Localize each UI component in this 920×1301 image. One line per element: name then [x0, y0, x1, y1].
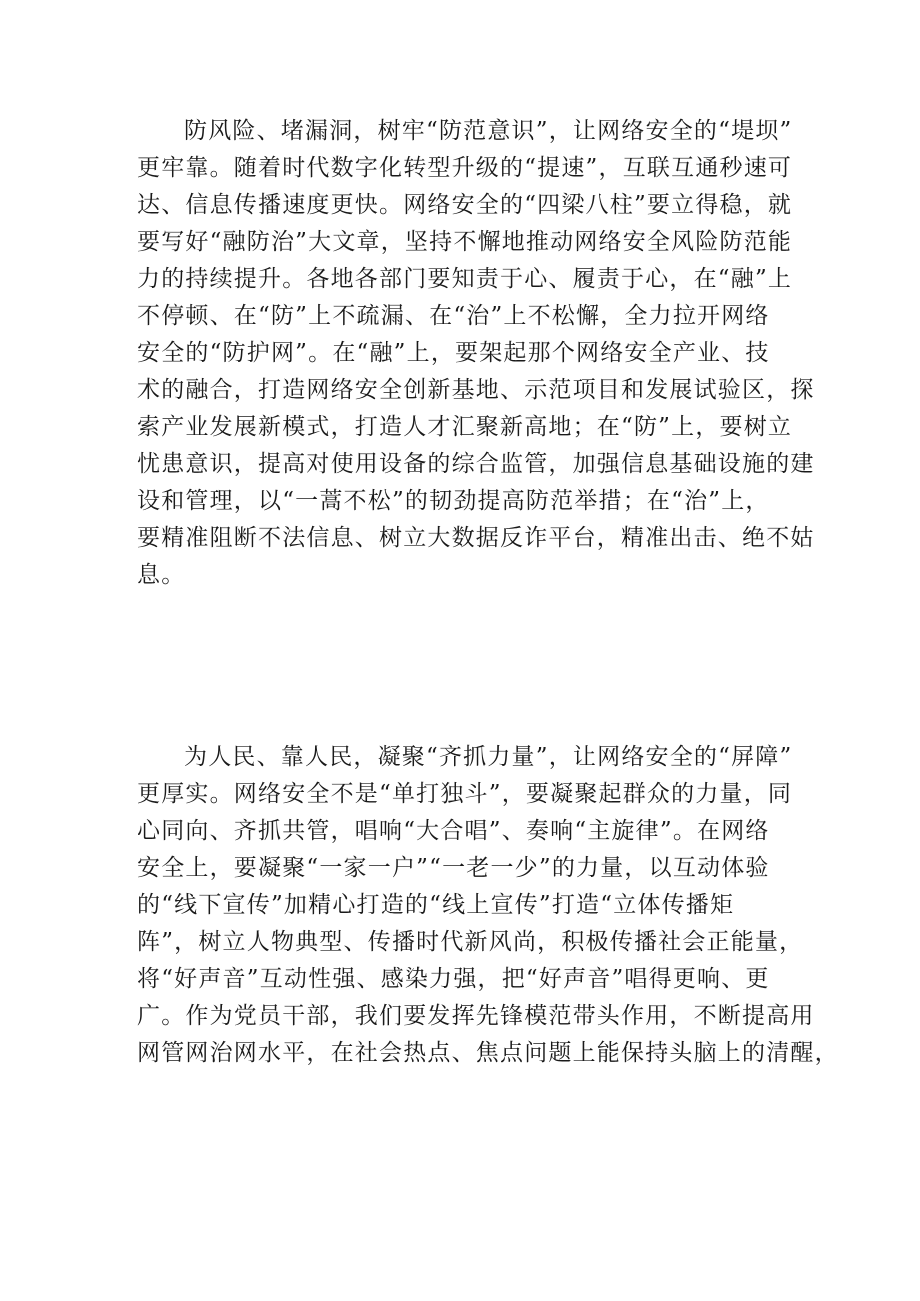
paragraph-line: 心同向、齐抓共管，唱响“大合唱”、奏响“主旋律”。在网络 [137, 818, 770, 844]
paragraph-line: 术的融合，打造网络安全创新基地、示范项目和发展试验区，探 [137, 377, 815, 403]
paragraph-line: 要精准阻断不法信息、树立大数据反诈平台，精准出击、绝不姑 [137, 525, 815, 551]
paragraph-line: 阵”，树立人物典型、传播时代新风尚，积极传播社会正能量， [137, 929, 804, 955]
paragraph-line: 忧患意识，提高对使用设备的综合监管，加强信息基础设施的建 [137, 451, 815, 477]
paragraph-line: 防风险、堵漏洞，树牢“防范意识”，让网络安全的“堤坝” [184, 118, 793, 144]
paragraph-line: 索产业发展新模式，打造人才汇聚新高地；在“防”上，要树立 [137, 414, 793, 440]
paragraph-line: 将“好声音”互动性强、感染力强，把“好声音”唱得更响、更 [137, 966, 770, 992]
paragraph-line: 达、信息传播速度更快。网络安全的“四梁八柱”要立得稳，就 [137, 192, 793, 218]
paragraph-line: 力的持续提升。各地各部门要知责于心、履责于心，在“融”上 [137, 266, 793, 292]
paragraph-line: 网管网治网水平，在社会热点、焦点问题上能保持头脑上的清醒， [137, 1040, 839, 1066]
paragraph-line: 设和管理，以“一蒿不松”的韧劲提高防范举措；在“治”上， [137, 488, 770, 514]
paragraph-line: 安全上，要凝聚“一家一户”“一老一少”的力量，以互动体验 [137, 855, 770, 881]
paragraph-line: 要写好“融防治”大文章，坚持不懈地推动网络安全风险防范能 [137, 229, 793, 255]
paragraph-line: 更牢靠。随着时代数字化转型升级的“提速”，互联互通秒速可 [137, 155, 793, 181]
paragraph-line: 的“线下宣传”加精心打造的“线上宣传”打造“立体传播矩 [137, 892, 735, 918]
paragraph-line: 安全的“防护网”。在“融”上，要架起那个网络安全产业、技 [137, 340, 770, 366]
paragraph-line: 息。 [137, 562, 186, 588]
paragraph-people-power [137, 739, 839, 1072]
paragraph-line: 更厚实。网络安全不是“单打独斗”，要凝聚起群众的力量，同 [137, 781, 793, 807]
paragraph-line: 不停顿、在“防”上不疏漏、在“治”上不松懈，全力拉开网络 [137, 303, 770, 329]
paragraph-line: 广。作为党员干部，我们要发挥先锋模范带头作用，不断提高用 [137, 1003, 815, 1029]
paragraph-line: 为人民、靠人民，凝聚“齐抓力量”，让网络安全的“屏障” [184, 744, 793, 770]
paragraph-risk-prevention [137, 113, 815, 594]
